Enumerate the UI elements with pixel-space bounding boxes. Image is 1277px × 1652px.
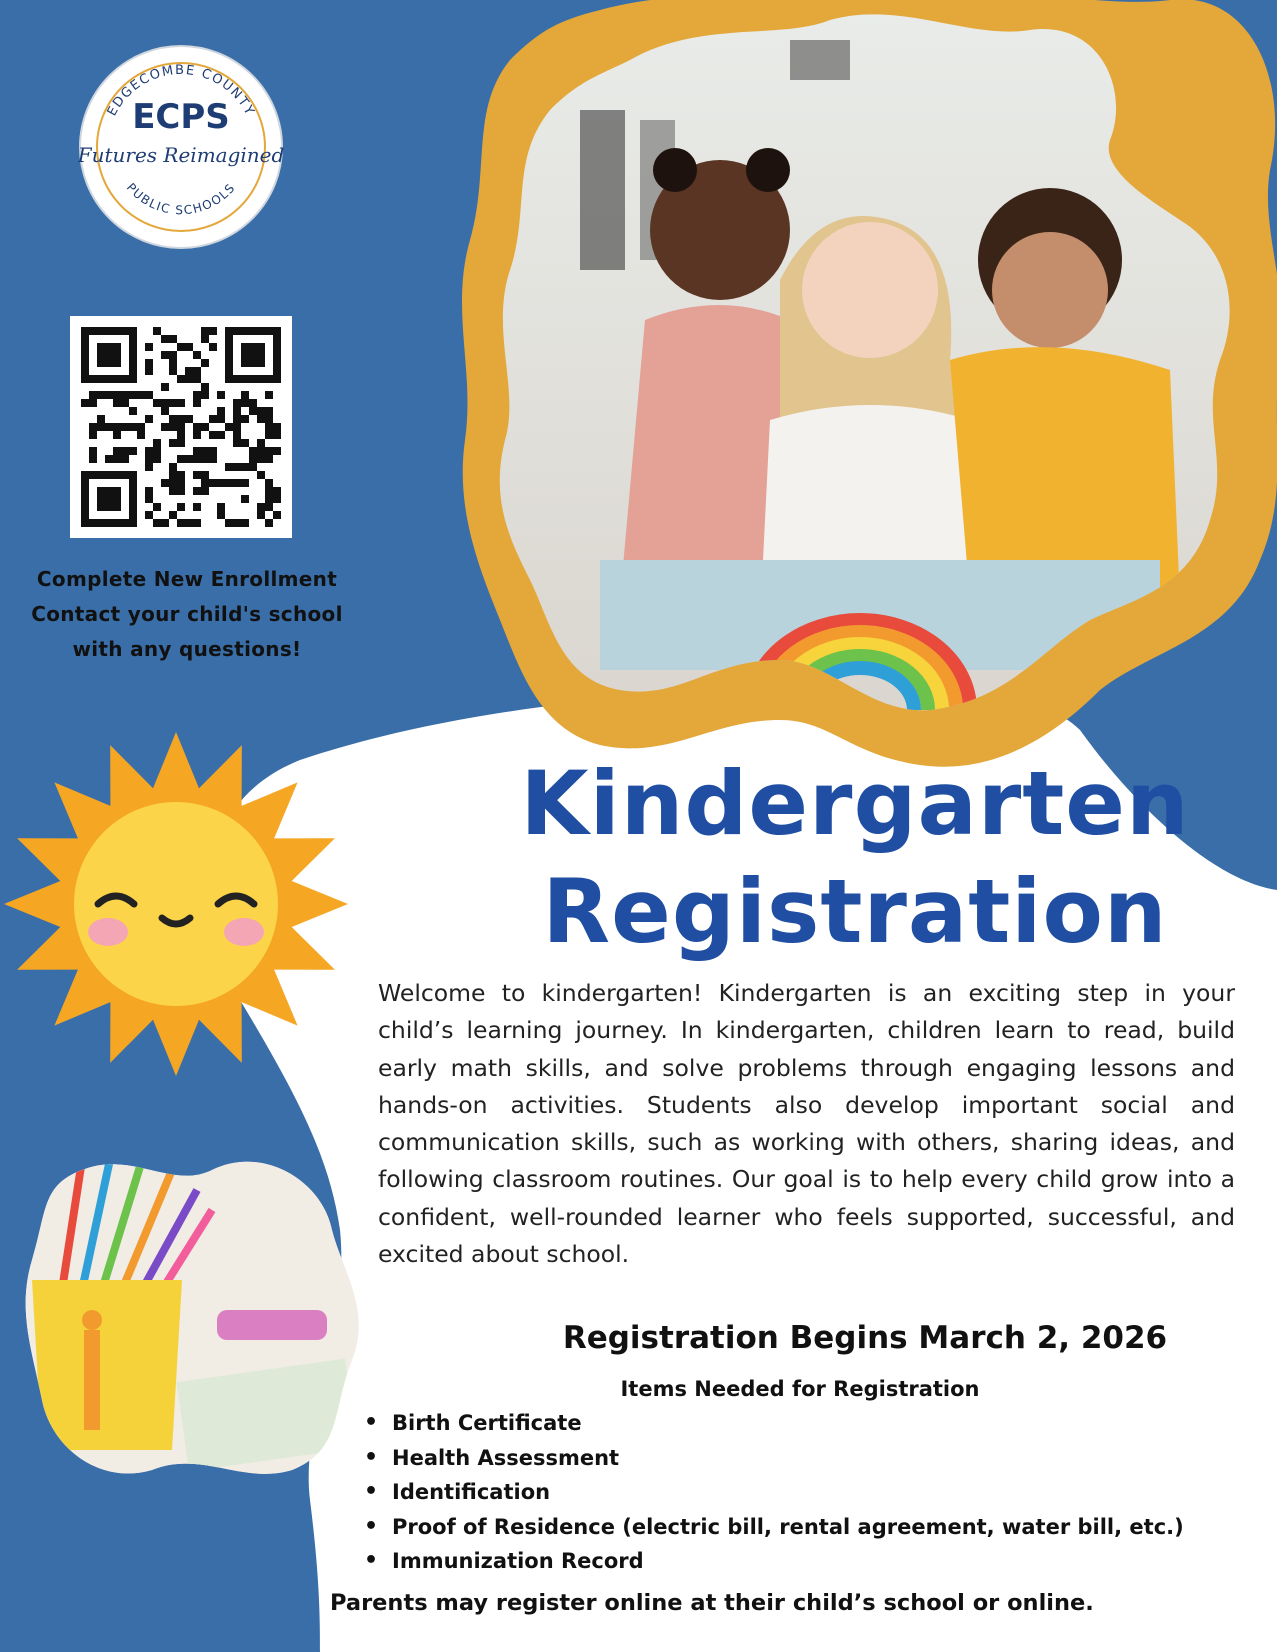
title-line-1: Kindergarten: [520, 752, 1190, 855]
list-item: • Proof of Residence (electric bill, rental agreement, water bill, etc.): [360, 1510, 1240, 1545]
title-line-2: Registration: [542, 860, 1168, 963]
list-item: • Birth Certificate: [360, 1406, 1240, 1441]
enrollment-line-2: Contact your child's school: [31, 602, 343, 626]
logo-acronym: ECPS: [132, 97, 230, 137]
items-heading: Items Needed for Registration: [620, 1377, 980, 1401]
logo-bottom-arc: PUBLIC SCHOOLS: [123, 180, 239, 218]
page-title: [470, 750, 1240, 966]
colored-pencils-cup-photo: [22, 1140, 372, 1480]
list-item: • Immunization Record: [360, 1544, 1240, 1579]
three-children-smiling-photo: [450, 0, 1277, 770]
footer-note: Parents may register online at their child’s school or online.: [330, 1590, 1094, 1616]
list-item: • Identification: [360, 1475, 1240, 1510]
enrollment-note: [22, 562, 352, 667]
smiling-sun-icon: [0, 728, 352, 1080]
intro-paragraph: Welcome to kindergarten! Kindergarten is an exciting step in your child’s learning journey. In kindergarten, children learn to read, build early math skills, and solve problems through engaging lessons and hands-on activities. Students also develop important social and communication skills, such as working with others, sharing ideas, and following classroom routines. Our goal is to help every child grow into a confident, well-rounded learner who feels supported, successful, and excited about school.: [378, 979, 1235, 1269]
enrollment-line-1: Complete New Enrollment: [36, 567, 338, 591]
logo-top-arc: EDGECOMBE COUNTY: [104, 62, 258, 119]
list-item: • Health Assessment: [360, 1441, 1240, 1476]
enrollment-line-3: with any questions!: [72, 637, 302, 661]
registration-date: Registration Begins March 2, 2026: [562, 1320, 1168, 1356]
qr-code-icon[interactable]: [70, 316, 292, 538]
logo-tagline: Futures Reimagined: [78, 143, 284, 167]
items-list: [360, 1406, 1240, 1579]
ecps-logo: [78, 44, 284, 250]
